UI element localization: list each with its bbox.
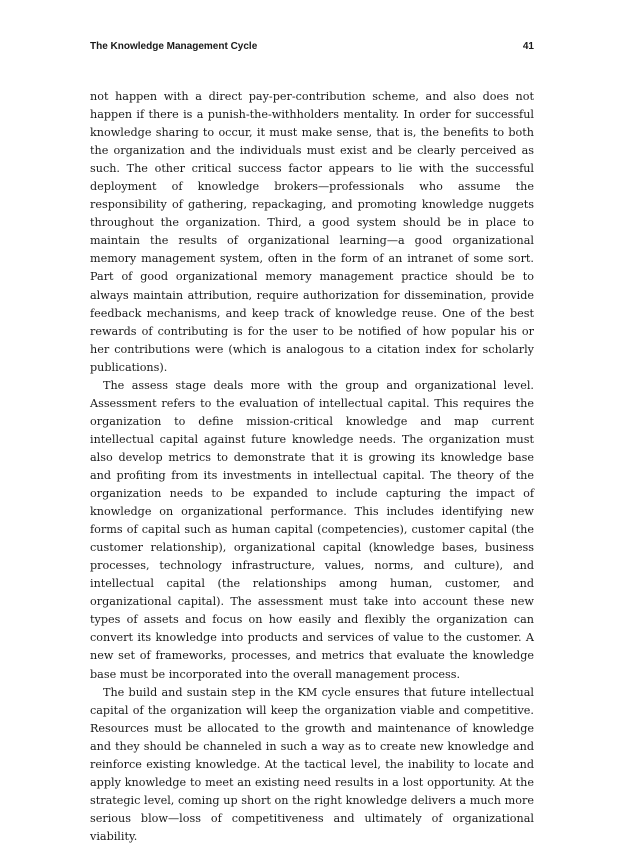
paragraph-continued: not happen with a direct pay-per-contribution scheme, and also does not happen if there is a punish-the-withholders mentality. In order for successful knowledge sharing to occur, it must make sense, that is, the benefits to both the organization and the individuals must exist and be clearly perceived as such. The other critical success factor appears to lie with the successful deployment of knowledge brokers—professionals who assume the responsibility of gathering, repackaging, and promoting knowledge nuggets throughout the organization. Third, a good system should be in place to maintain the results of organizational learning—a good organizational memory management system, often in the form of an intranet of some sort. Part of good organizational memory management practice should be to always maintain attribution, require authorization for dissemination, provide feedback mechanisms, and keep track of knowledge reuse. One of the best rewards of contributing is for the user to be notified of how popular his or her contributions were (which is analogous to a citation index for scholarly publications). [90,90,534,374]
body-text [90,88,534,846]
chapter-title: The Knowledge Management Cycle [90,41,258,52]
page-number: 41 [522,41,534,52]
paragraph-build-sustain: The build and sustain step in the KM cycle ensures that future intellectual capital of the organization will keep the organization viable and competitive. Resources must be allocated to the growth and maintenance of knowledge and they should be channeled in such a way as to create new knowledge and reinforce existing knowledge. At the tactical level, the inability to locate and apply knowledge to meet an existing need results in a lost opportunity. At the strategic level, coming up short on the right knowledge delivers a much more serious blow—loss of competitiveness and ultimately of organizational viability. [90,685,534,843]
paragraph-assess-stage: The assess stage deals more with the group and organizational level. Assessment refers to the evaluation of intellectual capital. This requires the organization to define mission-critical knowledge and map current intellectual capital against future knowledge needs. The organization must also develop metrics to demonstrate that it is growing its knowledge base and profiting from its investments in intellectual capital. The theory of the organization needs to be expanded to include capturing the impact of knowledge on organizational performance. This includes identifying new forms of capital such as human capital (competencies), customer capital (the customer relationship), organizational capital (knowledge bases, business processes, technology infrastructure, values, norms, and culture), and intellectual capital (the relationships among human, customer, and organizational capital). The assessment must take into account these new types of assets and focus on how easily and flexibly the organization can convert its knowledge into products and services of value to the customer. A new set of frameworks, processes, and metrics that evaluate the knowledge base must be incorporated into the overall management process. [90,378,534,681]
